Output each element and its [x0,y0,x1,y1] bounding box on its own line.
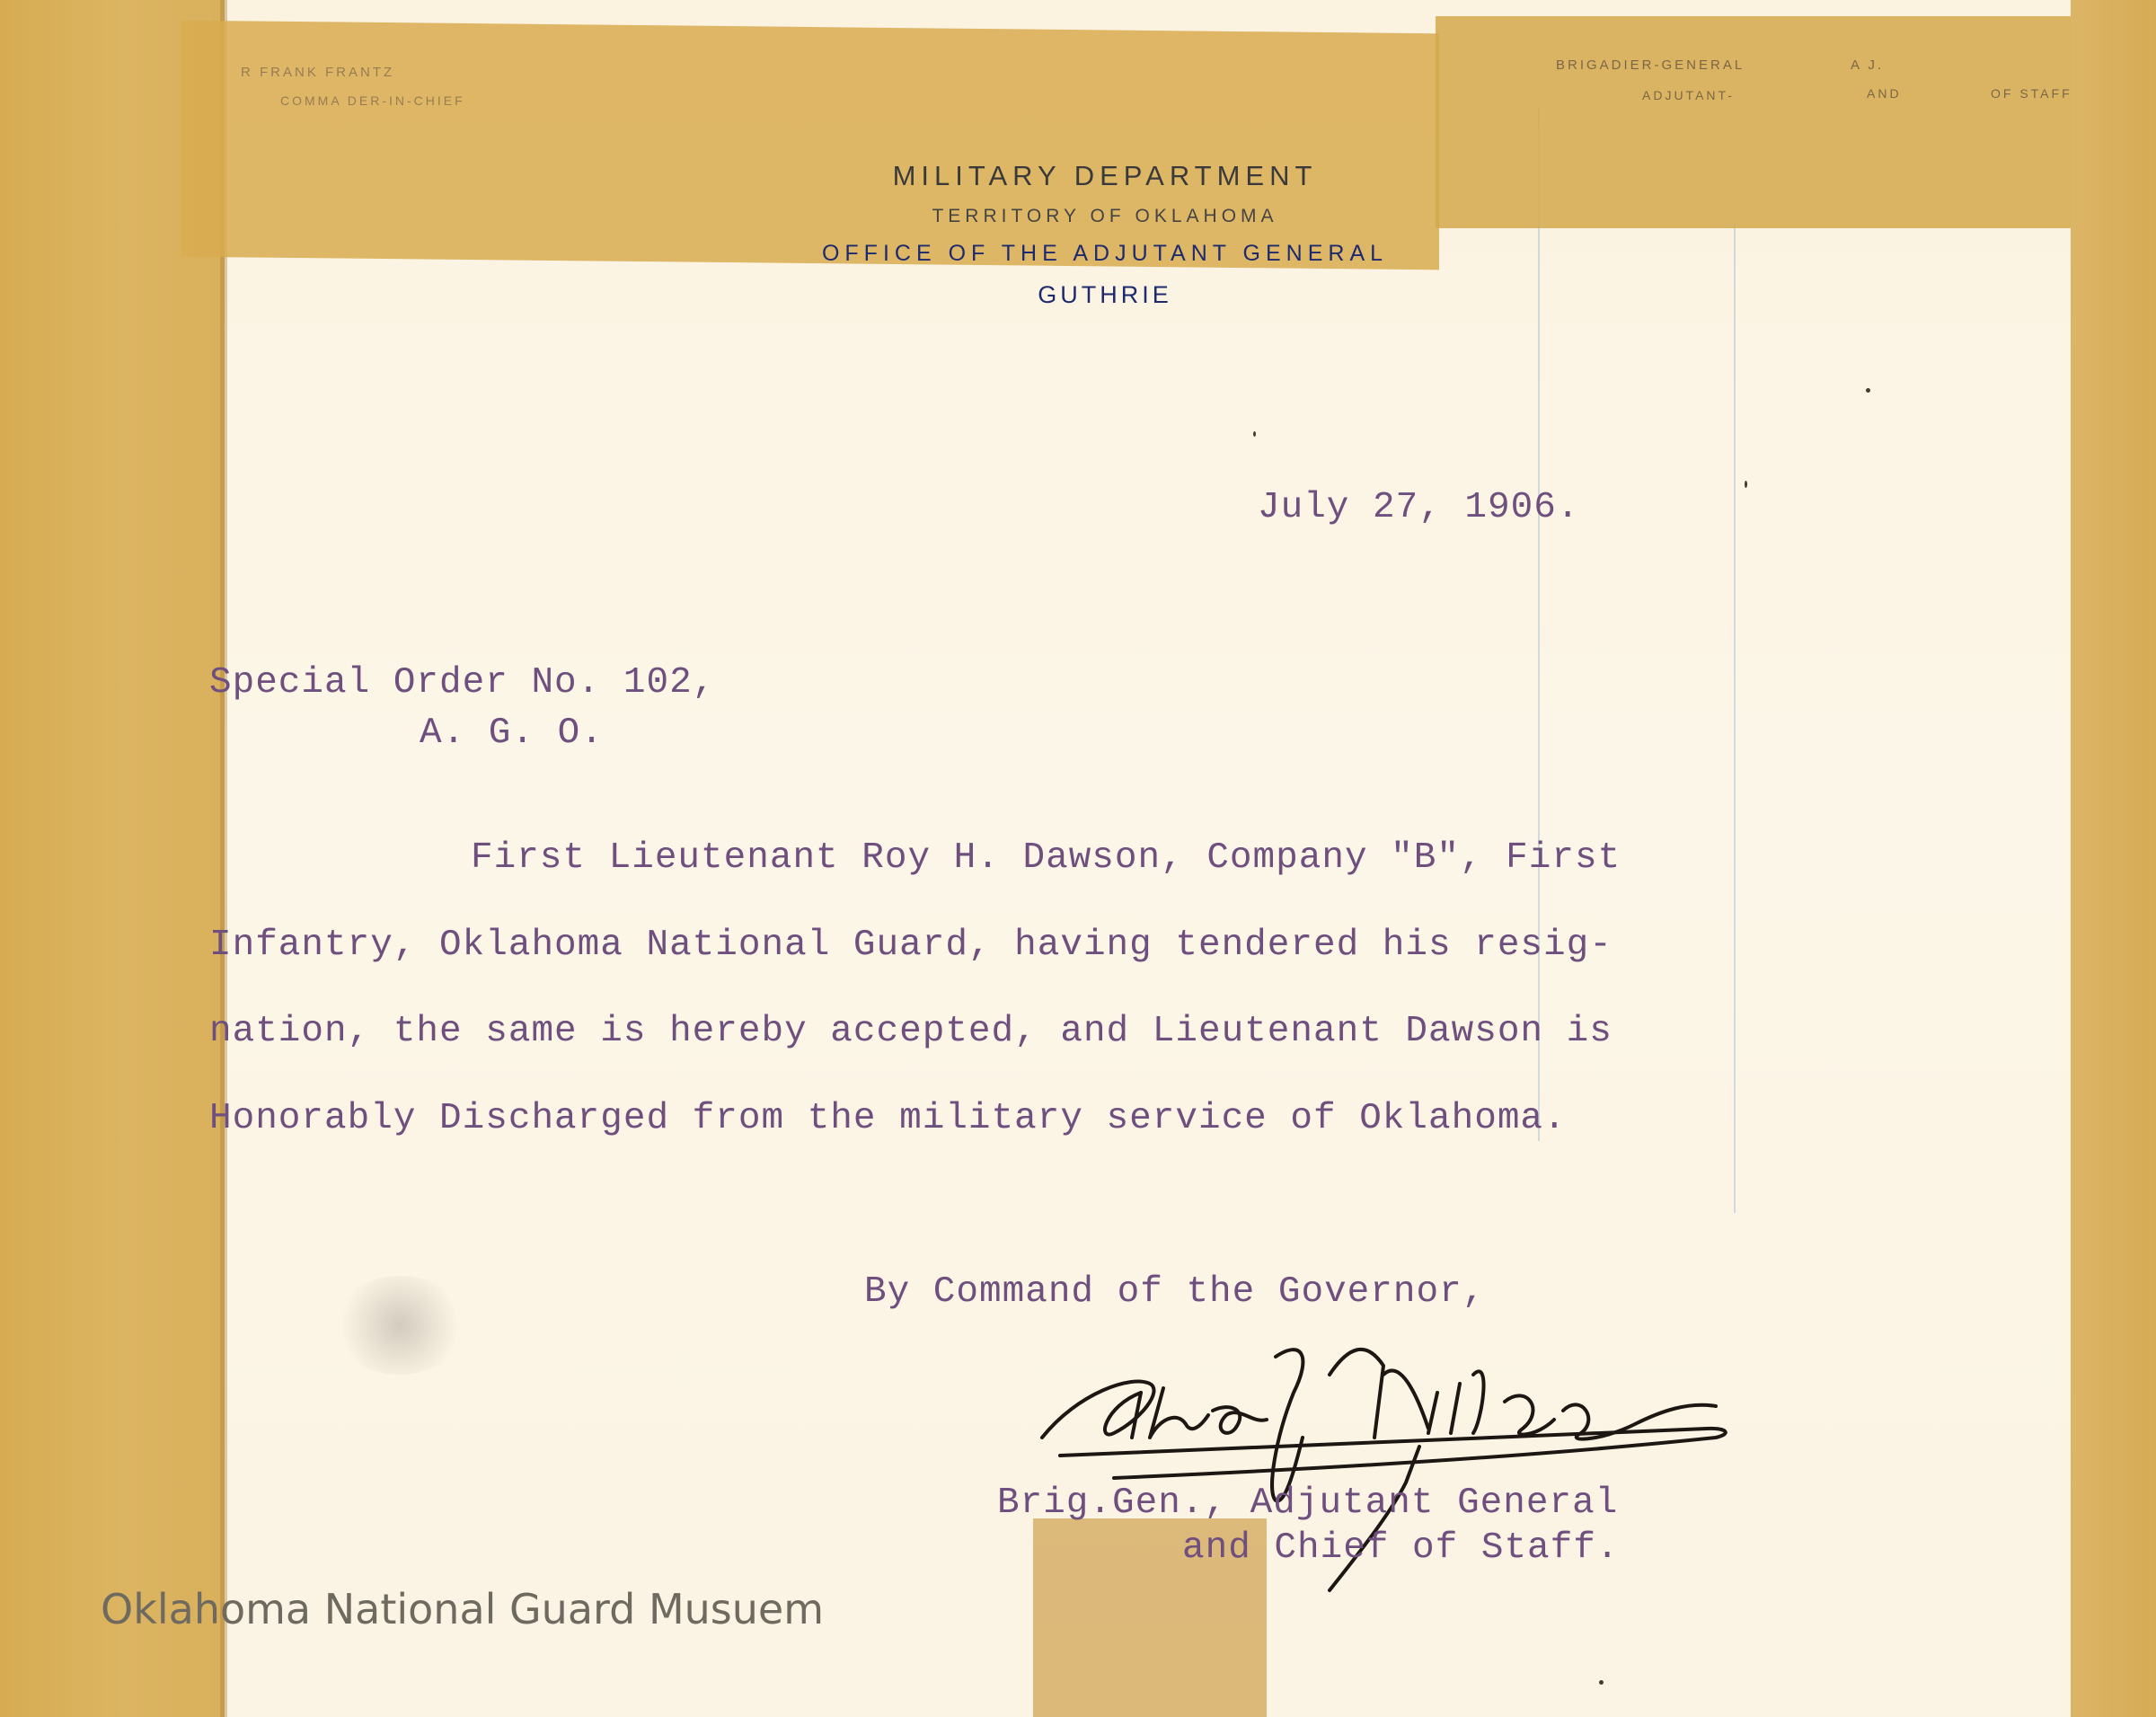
tape-strip-top-right [1436,16,2156,228]
letterhead-city: GUTHRIE [1038,281,1172,308]
letterhead-general-title-a: ADJUTANT- [1642,88,1735,102]
letterhead-general-name: BRIGADIER-GENERAL [1556,58,1745,73]
letterhead-general-name-tail: A J. [1851,58,1885,73]
body-line-2: Infantry, Oklahoma National Guard, having tendered his resig- [209,925,1613,966]
ruled-line [1538,108,1540,1141]
ink-smudge [332,1276,467,1375]
ink-speck [1866,388,1870,393]
letterhead-department: MILITARY DEPARTMENT [892,160,1318,191]
letterhead-commander-title: COMMA DER-IN-CHIEF [280,93,465,108]
letterhead-territory: TERRITORY OF OKLAHOMA [932,206,1278,226]
ink-speck [1253,431,1256,437]
tape-strip-top-left [181,21,1439,270]
letterhead-general-title-c: OF STAFF [1991,86,2072,101]
body-line-1: First Lieutenant Roy H. Dawson, Company "B", First [471,837,1621,879]
ink-speck [1599,1680,1604,1685]
signer-title-2: and Chief of Staff. [1182,1527,1620,1569]
letterhead-commander-name: R FRANK FRANTZ [241,65,395,80]
order-number: Special Order No. 102, [209,662,716,704]
tape-edge-shadow [220,0,227,1717]
body-line-3: nation, the same is hereby accepted, and Lieutenant Dawson is [209,1011,1613,1052]
letterhead-general-title-b: AND [1867,86,1902,101]
museum-watermark: Oklahoma National Guard Musuem [101,1585,825,1633]
signer-title-1: Brig.Gen., Adjutant General [997,1482,1619,1524]
ruled-line [1734,225,1736,1213]
letterhead-office: OFFICE OF THE ADJUTANT GENERAL [821,241,1389,266]
closing-line: By Command of the Governor, [864,1271,1486,1313]
letter-date: July 27, 1906. [1258,487,1580,528]
tape-strip-left [0,0,225,1717]
body-line-4: Honorably Discharged from the military service of Oklahoma. [209,1098,1567,1139]
tape-strip-right [2071,0,2156,1717]
order-office: A. G. O. [420,712,604,754]
ink-speck [1745,481,1747,488]
